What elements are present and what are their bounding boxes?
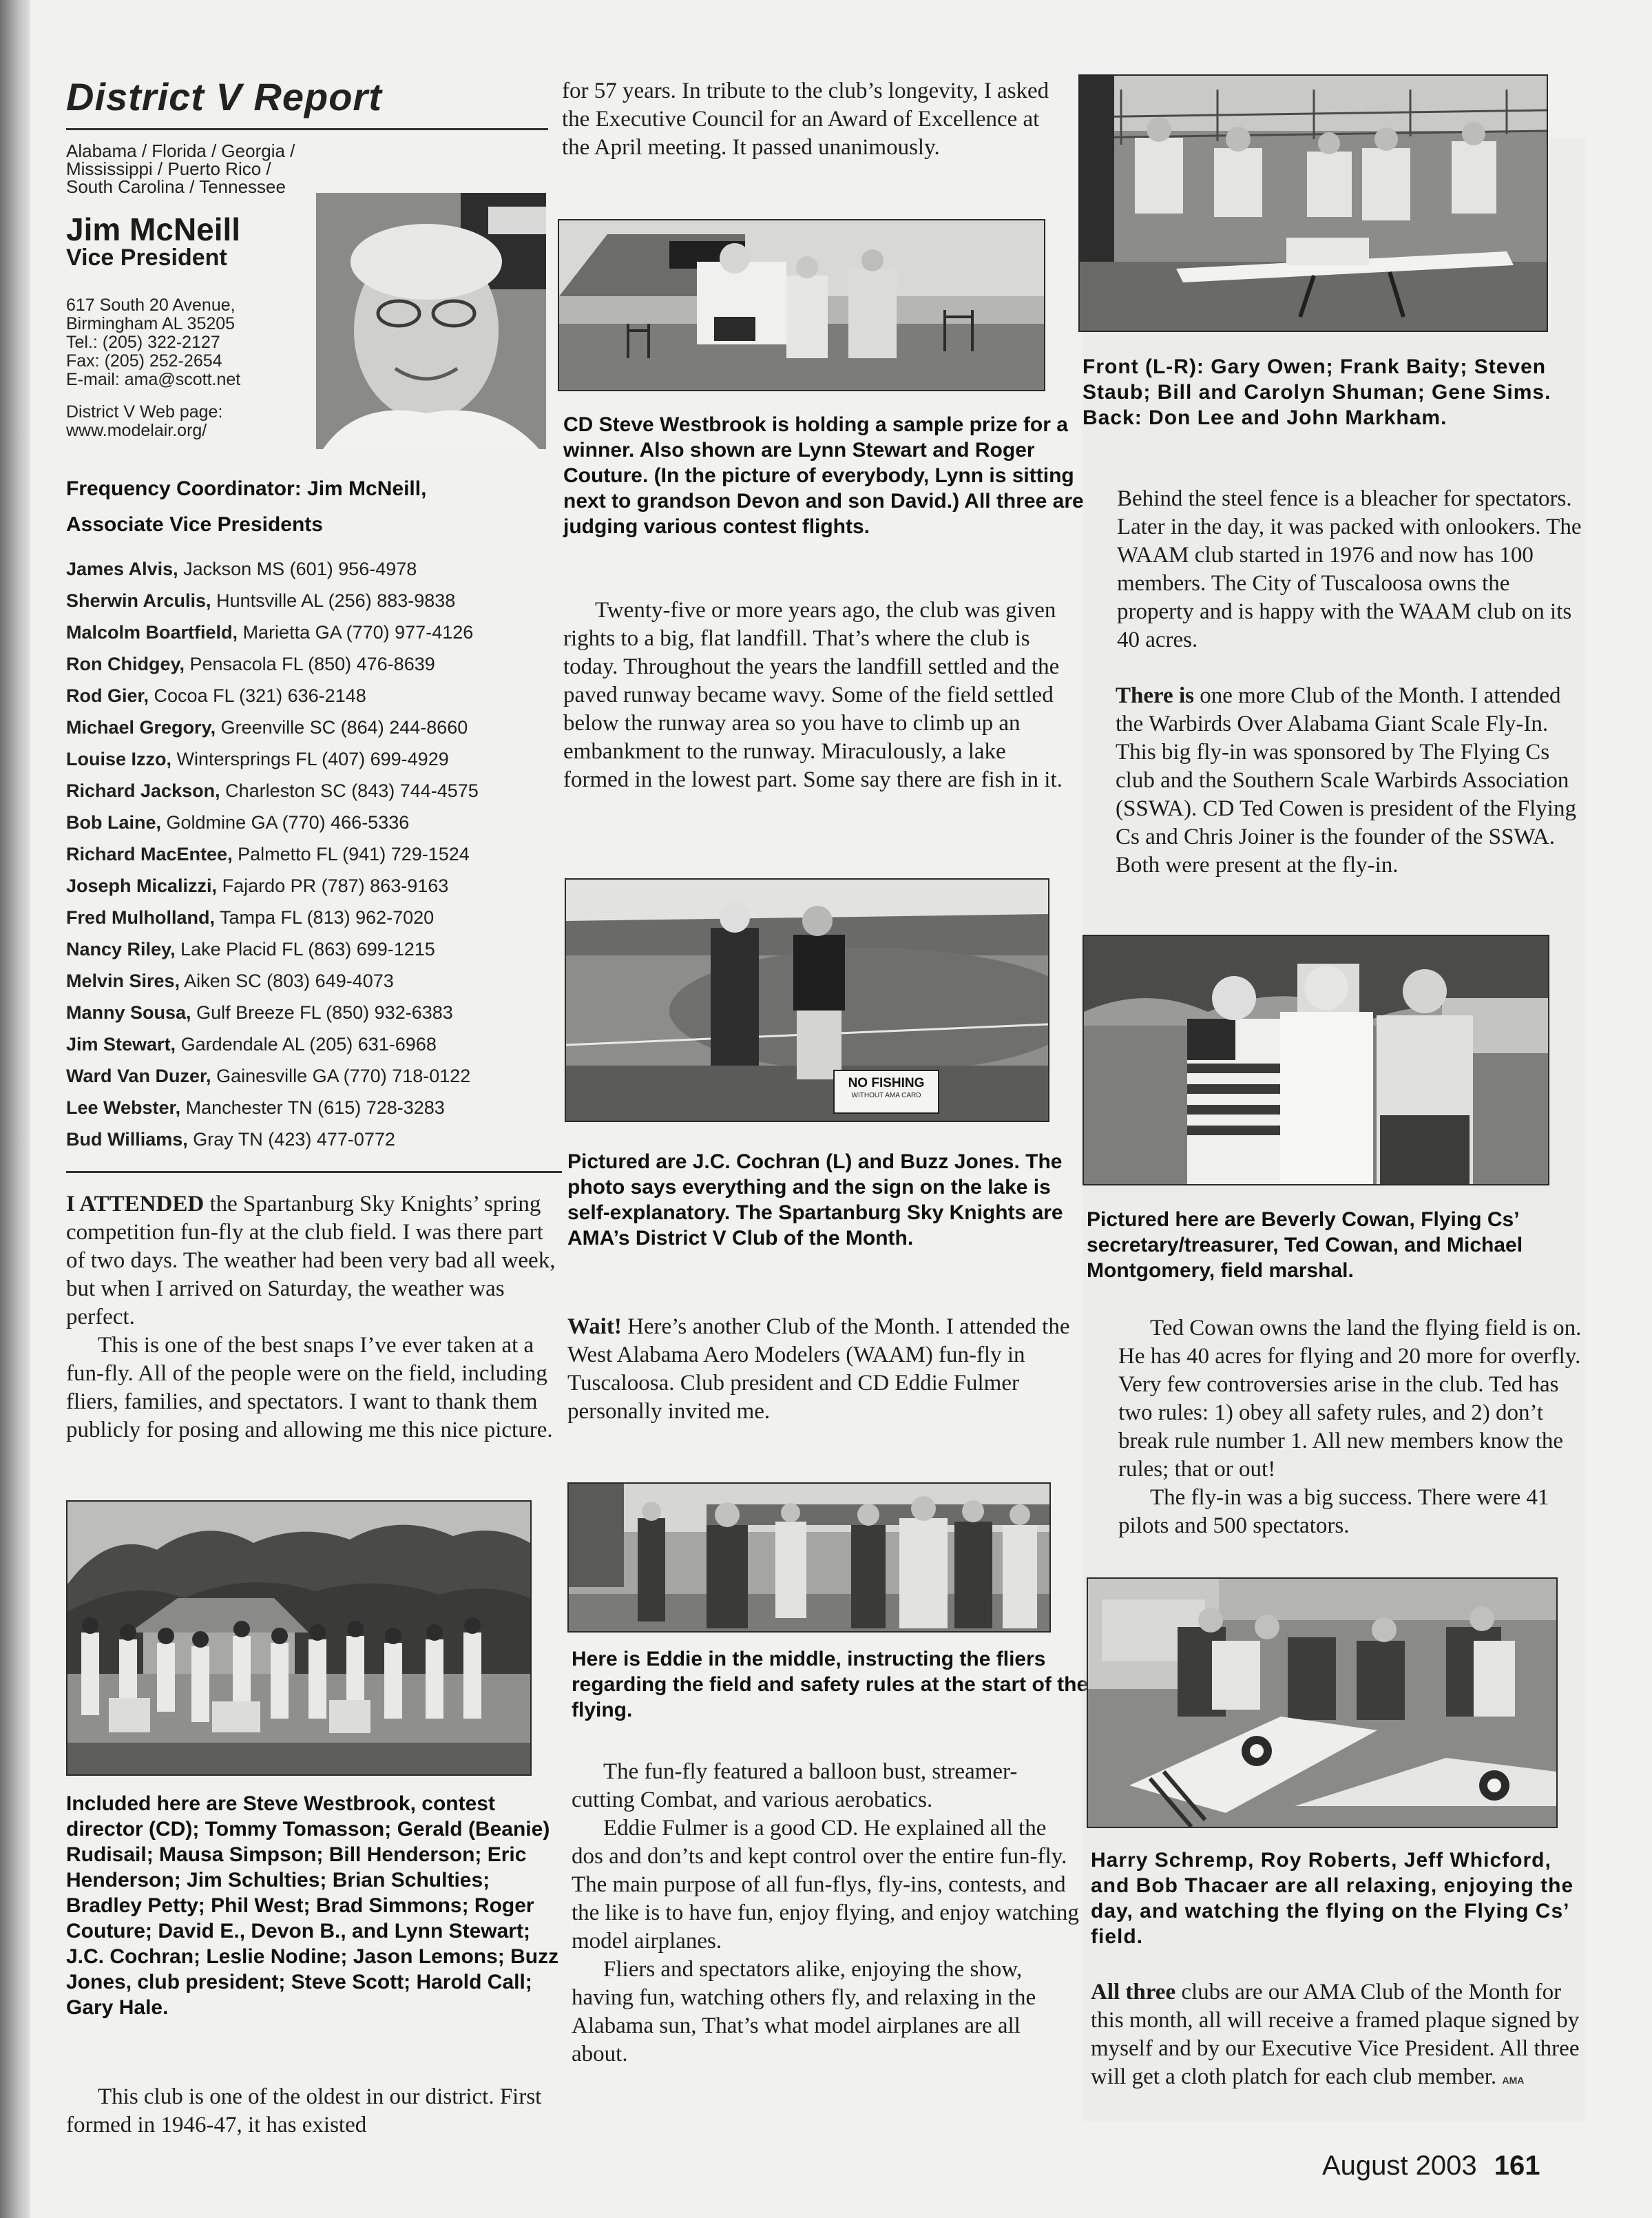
avp-row: [66, 648, 555, 680]
avp-contact: Cocoa FL (321) 636-2148: [154, 685, 366, 706]
frequency-coordinator-text: Frequency Coordinator: Jim McNeill,: [66, 477, 427, 500]
cowan-photo-caption: Pictured here are Beverly Cowan, Flying Cs’ secretary/treasurer, Ted Cowan, and Michael Montgomery, field marshal.: [1087, 1208, 1523, 1282]
relaxing-photo-caption: Harry Schremp, Roy Roberts, Jeff Whicford, and Bob Thacaer are all relaxing, enjoying the day, and watching the flying on the Flying Cs’ field.: [1091, 1849, 1574, 1948]
avp-contact: Gardendale AL (205) 631-6968: [180, 1034, 437, 1055]
col2-landfill: [563, 597, 1076, 794]
paragraph: [1091, 1978, 1593, 2095]
avp-row: [66, 902, 555, 933]
group-photo-caption: Included here are Steve Westbrook, contest director (CD); Tommy Tomasson; Gerald (Beanie) Rudisail; Mausa Simpson; Bill Henderson; Eric Henderson; Jim Schulties; Brian Schulties; Bradley Petty; Phil West; Brad Simmons; Roger Couture; David E., Devon B., and Lynn Stewart; J.C. Cochran; Leslie Nodine; Jason Lemons; Buzz Jones, club president; Steve Scott; Harold Call; Gary Hale.: [66, 1792, 559, 2019]
states-line: Mississippi / Puerto Rico /: [66, 158, 271, 179]
prize-photo-caption: CD Steve Westbrook is holding a sample prize for a winner. Also shown are Lynn Stewart and Roger Couture. (In the picture of everybody, Lynn is sitting next to grandson Devon and son David.) All three are judging various contest flights.: [563, 413, 1084, 538]
paragraph: Ted Cowan owns the land the flying field is on. He has 40 acres for flying and 20 more for overfly. Very few controversies arise in the club. Ted has two rules: 1) obey all safety rules, and 2) don’t break rule number 1. All new members know the rules; that or out!: [1118, 1316, 1582, 1482]
avp-name: Ward Van Duzer,: [66, 1066, 211, 1086]
paragraph: Eddie Fulmer is a good CD. He explained all the dos and don’ts and kept control over the entire fun-fly. The main purpose of all fun-flys, fly-ins, contests, and the like is to have fun, enjoy flying, and enjoy watching model airplanes.: [572, 1816, 1079, 1953]
address-line: Birmingham AL 35205: [66, 314, 236, 333]
lead-in: All three: [1091, 1980, 1176, 2004]
col1-continuation: [66, 2083, 563, 2139]
avp-row: [66, 585, 555, 616]
avp-name: Malcolm Boartfield,: [66, 622, 238, 643]
lead-in: I ATTENDED: [66, 1192, 205, 1216]
avp-row: [66, 1028, 555, 1060]
avp-contact: Pensacola FL (850) 476-8639: [189, 654, 435, 674]
avp-row: [66, 933, 555, 965]
ama-logo-end-mark: AMA: [1502, 2075, 1525, 2086]
avp-name: Manny Sousa,: [66, 1002, 191, 1023]
lake-photo: [565, 878, 1049, 1122]
col2-funfly: [572, 1758, 1080, 2069]
lake-photo-caption: Pictured are J.C. Cochran (L) and Buzz Jones. The photo says everything and the sign on the lake is self-explanatory. The Spartanburg Sky Knights are AMA’s District V Club of the Month.: [567, 1150, 1063, 1250]
paragraph: [567, 1313, 1077, 1426]
vp-name: Jim McNeill: [66, 211, 241, 247]
paragraph: Behind the steel fence is a bleacher for spectators. Later in the day, it was packed with onlookers. The WAAM club started in 1976 and now has 100 members. The City of Tuscaloosa owns the property and is happy with the WAAM club on its 40 acres.: [1117, 486, 1582, 652]
paragraph-text: the Spartanburg Sky Knights’ spring competition fun-fly at the club field. I was there part of two days. The weather had been very bad all week, but when I arrived on Saturday, the weather was perfect.: [66, 1192, 556, 1329]
lead-in: Wait!: [567, 1314, 622, 1339]
avp-name: Richard Jackson,: [66, 780, 220, 801]
avp-row: [66, 616, 555, 648]
avp-heading-text: Associate Vice Presidents: [66, 513, 323, 536]
col3-closing: [1091, 1978, 1593, 2095]
avp-contact: Manchester TN (615) 728-3283: [185, 1097, 445, 1118]
web-label: District V Web page:: [66, 402, 223, 422]
avp-name: James Alvis,: [66, 559, 178, 579]
states-line: Alabama / Florida / Georgia /: [66, 141, 295, 161]
vp-portrait: [316, 193, 546, 449]
avp-row: [66, 807, 555, 838]
avp-contact: Charleston SC (843) 744-4575: [225, 780, 479, 801]
avp-name: Lee Webster,: [66, 1097, 181, 1118]
avp-contact: Gainesville GA (770) 718-0122: [216, 1066, 471, 1086]
states-line: South Carolina / Tennessee: [66, 176, 286, 197]
avp-contact: Fajardo PR (787) 863-9163: [222, 875, 449, 896]
binding-spine: [0, 0, 30, 2218]
col2-wait: [567, 1313, 1077, 1426]
paragraph: Fliers and spectators alike, enjoying the show, having fun, watching others fly, and relaxing in the Alabama sun, That’s what model airplanes are all about.: [572, 1957, 1036, 2066]
avp-name: Michael Gregory,: [66, 717, 216, 738]
avp-heading: [66, 513, 548, 537]
avp-row: [66, 712, 555, 743]
avp-name: Richard MacEntee,: [66, 844, 233, 864]
prize-photo: [558, 219, 1045, 391]
avp-row: [66, 997, 555, 1028]
avp-contact: Wintersprings FL (407) 699-4929: [176, 749, 449, 769]
page-number: 161: [1494, 2150, 1540, 2181]
avp-name: Sherwin Arculis,: [66, 590, 211, 611]
briefing-photo: [567, 1482, 1051, 1633]
col3-warbirds: [1116, 682, 1587, 880]
email-address: E-mail: ama@scott.net: [66, 370, 241, 389]
avp-name: Nancy Riley,: [66, 939, 176, 960]
avp-name: Joseph Micalizzi,: [66, 875, 218, 896]
issue-date: August 2003: [1322, 2150, 1477, 2181]
paragraph: [1116, 682, 1587, 880]
avp-contact: Huntsville AL (256) 883-9838: [216, 590, 456, 611]
paragraph: The fly-in was a big success. There were 41 pilots and 500 spectators.: [1118, 1485, 1549, 1538]
col3-bleacher: [1117, 485, 1585, 654]
paragraph: for 57 years. In tribute to the club’s longevity, I asked the Executive Council for an Award of Excellence at the April meeting. It passed unanimously.: [562, 79, 1049, 160]
vp-contact: [66, 296, 348, 440]
avp-contact: Jackson MS (601) 956-4978: [183, 559, 417, 579]
avp-contact: Marietta GA (770) 977-4126: [242, 622, 474, 643]
avp-row: [66, 553, 555, 585]
paragraph-text: Here’s another Club of the Month. I attended the West Alabama Aero Modelers (WAAM) fun-fly in Tuscaloosa. Club president and CD Eddie Fulmer personally invited me.: [567, 1314, 1070, 1424]
avp-row: [66, 1092, 555, 1123]
avp-name: Jim Stewart,: [66, 1034, 176, 1055]
no-fishing-sign: [833, 1070, 939, 1114]
paragraph-text: clubs are our AMA Club of the Month for this month, all will receive a framed plaque signed by myself and by our Executive Vice President. All three will get a cloth platch for each club member.: [1091, 1980, 1580, 2089]
avp-contact: Lake Placid FL (863) 699-1215: [180, 939, 435, 960]
avp-name: Ron Chidgey,: [66, 654, 185, 674]
avp-contact: Gulf Breeze FL (850) 932-6383: [196, 1002, 453, 1023]
vp-block: [66, 211, 342, 271]
spectators-photo-caption: Front (L-R): Gary Owen; Frank Baity; Steven Staub; Bill and Carolyn Shuman; Gene Sims. Back: Don Lee and John Markham.: [1083, 355, 1551, 429]
col3-rules: [1118, 1314, 1589, 1540]
district-states: [66, 142, 383, 196]
avp-row: [66, 680, 555, 712]
report-title-text: District V Report: [66, 75, 382, 118]
avp-row: [66, 838, 555, 870]
paragraph: This is one of the best snaps I’ve ever taken at a fun-fly. All of the people were on the field, including fliers, families, and spectators. I want to thank them publicly for posing and allowing me this nice picture.: [66, 1333, 553, 1442]
avp-row: [66, 870, 555, 902]
relaxing-photo: [1087, 1577, 1558, 1828]
avp-name: Rod Gier,: [66, 685, 149, 706]
address-line: 617 South 20 Avenue,: [66, 296, 236, 315]
avp-row: [66, 1060, 555, 1092]
frequency-coordinator: [66, 477, 548, 501]
fax-number: Fax: (205) 252-2654: [66, 351, 222, 371]
avp-name: Louise Izzo,: [66, 749, 172, 769]
avp-name: Fred Mulholland,: [66, 907, 215, 928]
avp-name: Melvin Sires,: [66, 971, 180, 991]
avp-contact: Goldmine GA (770) 466-5336: [166, 812, 410, 833]
avp-name: Bud Williams,: [66, 1129, 188, 1150]
briefing-photo-caption: Here is Eddie in the middle, instructing the fliers regarding the field and safety rules at the start of the flying.: [572, 1648, 1089, 1721]
spectators-photo: [1078, 74, 1548, 332]
report-title: [66, 74, 548, 124]
lead-in: There is: [1116, 683, 1194, 708]
avp-contact: Tampa FL (813) 962-7020: [220, 907, 435, 928]
avp-name: Bob Laine,: [66, 812, 162, 833]
group-photo: [66, 1500, 532, 1776]
col2-intro: [562, 77, 1071, 162]
sign-text: NO FISHING: [848, 1076, 925, 1090]
magazine-page: [30, 0, 1652, 2218]
vp-title: Vice President: [66, 245, 227, 271]
avp-contact: Palmetto FL (941) 729-1524: [238, 844, 470, 864]
paragraph: [66, 1190, 562, 1331]
cowan-photo: [1083, 935, 1549, 1185]
avp-contact: Gray TN (423) 477-0772: [193, 1129, 395, 1150]
avp-row: [66, 965, 555, 997]
paragraph: Twenty-five or more years ago, the club was given rights to a big, flat landfill. That’s where the club is today. Throughout the years the landfill settled and the paved runway became wavy. Some of the field settled below the runway area so you have to climb up an embankment to the runway. Miraculously, a lake formed in the lowest part. Some say there are fish in it.: [563, 598, 1063, 792]
title-rule: [66, 128, 548, 130]
page-footer: [1322, 2150, 1611, 2181]
paragraph: This club is one of the oldest in our district. First formed in 1946-47, it has existed: [66, 2084, 542, 2137]
avp-row: [66, 743, 555, 775]
avp-contact: Aiken SC (803) 649-4073: [184, 971, 394, 991]
web-url[interactable]: www.modelair.org/: [66, 421, 207, 440]
avp-row: [66, 1123, 555, 1155]
col1-body: [66, 1190, 562, 1444]
phone-number: Tel.: (205) 322-2127: [66, 333, 220, 352]
avp-contact: Greenville SC (864) 244-8660: [220, 717, 468, 738]
avp-row: [66, 775, 555, 807]
avp-list: [66, 553, 555, 1155]
paragraph: The fun-fly featured a balloon bust, streamer-cutting Combat, and various aerobatics.: [572, 1759, 1018, 1812]
paragraph-text: one more Club of the Month. I attended the Warbirds Over Alabama Giant Scale Fly-In. This big fly-in was sponsored by The Flying Cs club and the Southern Scale Warbirds Association (SSWA). CD Ted Cowen is president of the Flying Cs and Chris Joiner is the founder of the SSWA. Both were present at the fly-in.: [1116, 683, 1576, 878]
sign-subtext: WITHOUT AMA CARD: [851, 1092, 921, 1099]
section-rule: [66, 1171, 562, 1173]
